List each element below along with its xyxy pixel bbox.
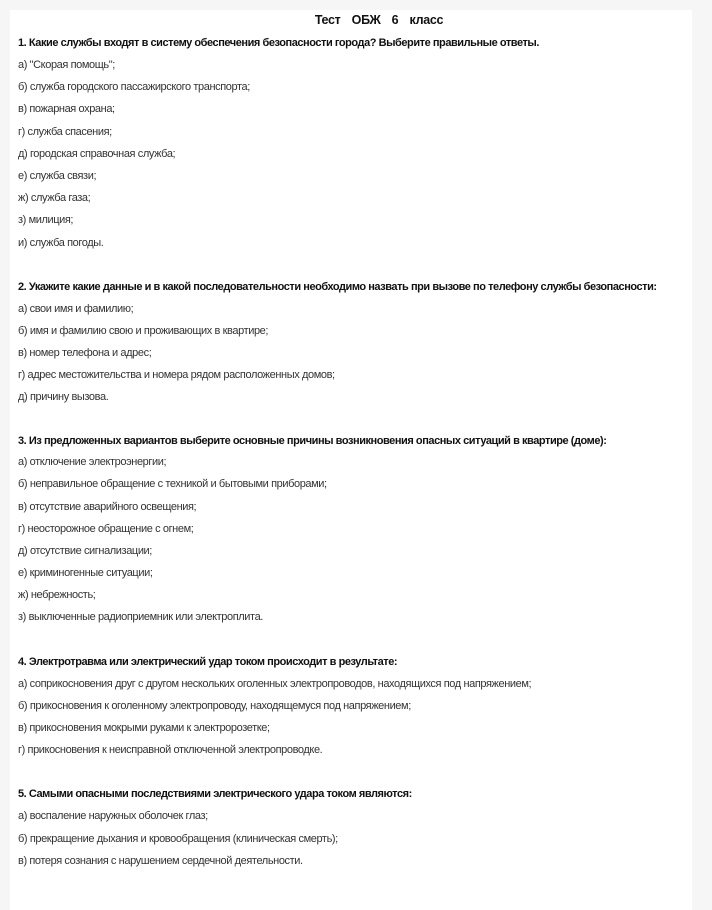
answer-option: и) служба погоды. bbox=[18, 236, 104, 249]
answer-option: е) криминогенные ситуации; bbox=[18, 567, 153, 580]
question-5 bbox=[18, 783, 688, 872]
answer-option: г) служба спасения; bbox=[18, 125, 112, 138]
document-title: Тест ОБЖ 6 класс bbox=[314, 13, 444, 27]
answer-option: а) воспаление наружных оболочек глаз; bbox=[18, 810, 208, 823]
answer-option: б) служба городского пассажирского транспорта; bbox=[18, 81, 250, 94]
question-heading: 3. Из предложенных вариантов выберите основные причины возникновения опасных ситуаций в квартире (доме): bbox=[18, 434, 607, 447]
question-heading: 1. Какие службы входят в систему обеспечения безопасности города? Выберите правильные ответы. bbox=[18, 37, 539, 49]
answer-option: з) милиция; bbox=[18, 214, 74, 227]
answer-option: г) неосторожное обращение с огнем; bbox=[18, 522, 194, 535]
question-4 bbox=[18, 651, 688, 762]
question-heading: 5. Самыми опасными последствиями электрического удара током являются: bbox=[18, 788, 412, 801]
question-heading: 4. Электротравма или электрический удар током происходит в результате: bbox=[18, 655, 398, 668]
questions-list bbox=[18, 32, 688, 894]
answer-option: в) пожарная охрана; bbox=[18, 103, 115, 116]
answer-option: д) городская справочная служба; bbox=[18, 147, 176, 160]
answer-option: д) причину вызова. bbox=[18, 391, 109, 404]
answer-option: б) прекращение дыхания и кровообращения (клиническая смерть); bbox=[18, 832, 338, 845]
question-2 bbox=[18, 276, 688, 409]
question-1 bbox=[18, 32, 688, 254]
answer-option: з) выключенные радиоприемник или электроплита. bbox=[18, 611, 263, 624]
answer-option: ж) небрежность; bbox=[18, 589, 96, 602]
answer-option: в) отсутствие аварийного освещения; bbox=[18, 500, 197, 513]
question-heading: 2. Укажите какие данные и в какой последовательности необходимо назвать при вызове по телефону службы безопасности: bbox=[18, 280, 657, 293]
answer-option: в) потеря сознания с нарушением сердечной деятельности. bbox=[18, 854, 303, 867]
answer-option: а) соприкосновения друг с другом нескольких оголенных электропроводов, находящихся под напряжением; bbox=[18, 677, 532, 690]
answer-option: а) "Скорая помощь"; bbox=[18, 59, 115, 71]
answer-option: б) прикосновения к оголенному электропроводу, находящемуся под напряжением; bbox=[18, 699, 411, 712]
answer-option: а) отключение электроэнергии; bbox=[18, 456, 167, 469]
answer-option: в) номер телефона и адрес; bbox=[18, 347, 152, 360]
answer-option: а) свои имя и фамилию; bbox=[18, 302, 134, 315]
question-3 bbox=[18, 431, 688, 629]
document-page bbox=[10, 10, 692, 910]
answer-option: б) имя и фамилию свою и проживающих в квартире; bbox=[18, 324, 269, 337]
answer-option: в) прикосновения мокрыми руками к электророзетке; bbox=[18, 722, 270, 734]
answer-option: ж) служба газа; bbox=[18, 192, 91, 205]
answer-option: д) отсутствие сигнализации; bbox=[18, 544, 152, 557]
answer-option: г) адрес местожительства и номера рядом расположенных домов; bbox=[18, 369, 335, 382]
answer-option: б) неправильное обращение с техникой и бытовыми приборами; bbox=[18, 478, 327, 491]
answer-option: г) прикосновения к неисправной отключенной электропроводке. bbox=[18, 744, 323, 757]
answer-option: е) служба связи; bbox=[18, 169, 97, 182]
